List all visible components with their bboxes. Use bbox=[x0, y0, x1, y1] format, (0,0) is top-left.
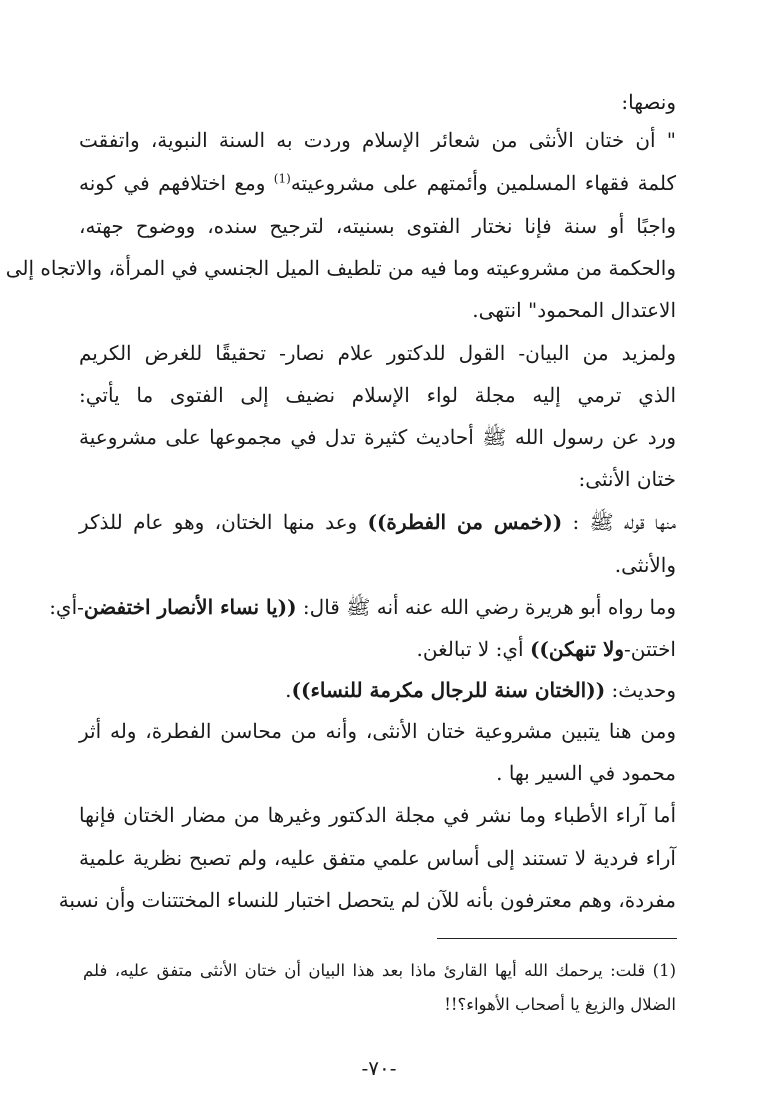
text-line: الاعتدال المحمود" انتهى. bbox=[472, 298, 676, 322]
text-line: ورد عن رسول الله ﷺ أحاديث كثيرة تدل في مجموعها على مشروعية bbox=[79, 425, 676, 449]
text-line bbox=[79, 509, 676, 535]
text-span: -أي: bbox=[49, 595, 84, 619]
hadith-quote: ((خمس من الفطرة)) bbox=[367, 510, 563, 534]
footnote-line: (1) قلت: يرحمك الله أيها القارئ ماذا بعد هذا البيان أن ختان الأنثى متفق عليه، فلم bbox=[83, 961, 676, 980]
text-line bbox=[285, 677, 676, 703]
text-span: أي: لا تبالغن. bbox=[416, 637, 530, 661]
text-line: " أن ختان الأنثى من شعائر الإسلام وردت به السنة النبوية، واتفقت bbox=[79, 128, 676, 152]
text-line: والأنثى. bbox=[614, 553, 676, 577]
text-line: أما آراء الأطباء وما نشر في مجلة الدكتور وغيرها من مضار الختان فإنها bbox=[79, 803, 676, 827]
text-span: وعد منها الختان، وهو عام للذكر bbox=[79, 510, 368, 534]
text-line: مفردة، وهم معترفون بأنه للآن لم يتحصل اختبار للنساء المختتنات وأن نسبة bbox=[58, 888, 676, 912]
text-line: والحكمة من مشروعيته وما فيه من تلطيف الميل الجنسي في المرأة، والاتجاه إلى bbox=[5, 256, 676, 280]
text-line: ختان الأنثى: bbox=[578, 467, 676, 491]
text-line: محمود في السير بها . bbox=[496, 761, 676, 785]
text-line: الذي ترمي إليه مجلة لواء الإسلام نضيف إلى الفتوى ما يأتي: bbox=[79, 383, 677, 407]
text-line bbox=[79, 170, 676, 196]
text-line bbox=[49, 594, 676, 620]
footnote-separator bbox=[437, 938, 677, 939]
hadith-quote: ولا تنهكن)) bbox=[529, 637, 625, 661]
page-number: -٧٠- bbox=[361, 1056, 397, 1080]
text-line: ومن هنا يتبين مشروعية ختان الأنثى، وأنه من محاسن الفطرة، وله أثر bbox=[79, 719, 676, 743]
text-line: ولمزيد من البيان- القول للدكتور علام نصار- تحقيقًا للغرض الكريم bbox=[79, 341, 676, 365]
text-span: وما رواه أبو هريرة رضي الله عنه أنه ﷺ قال: bbox=[296, 595, 676, 619]
hadith-quote: ((يا نساء الأنصار اختفضن bbox=[83, 595, 297, 619]
text-span: وحديث: bbox=[605, 678, 676, 702]
footnote-marker: (1) bbox=[273, 171, 291, 186]
text-span: . bbox=[285, 678, 292, 702]
text-span: كلمة فقهاء المسلمين وأئمتهم على مشروعيته bbox=[290, 171, 677, 195]
text-span: اختتن- bbox=[624, 637, 676, 661]
hadith-quote: ((الختان سنة للرجال مكرمة للنساء)) bbox=[291, 678, 606, 702]
text-line: ونصها: bbox=[621, 90, 676, 114]
text-line: واجبًا أو سنة فإنا نختار الفتوى بسنيته، لترجيح سنده، ووضوح جهته، bbox=[79, 214, 676, 238]
footnote-line: الضلال والزيغ يا أصحاب الأهواء؟!! bbox=[444, 995, 676, 1014]
text-line: آراء فردية لا تستند إلى أساس علمي متفق عليه، ولم تصبح نظرية علمية bbox=[79, 846, 676, 870]
text-span: منها قوله ﷺ : bbox=[562, 510, 677, 534]
text-span: ومع اختلافهم في كونه bbox=[79, 171, 274, 195]
text-line bbox=[417, 636, 676, 662]
